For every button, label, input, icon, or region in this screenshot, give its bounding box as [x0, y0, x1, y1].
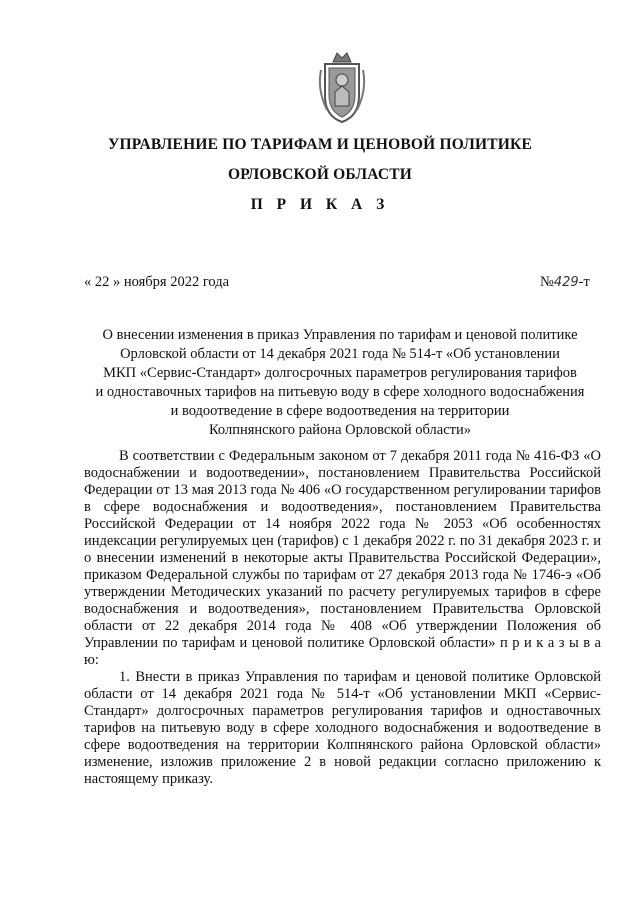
- organization-name-line1: УПРАВЛЕНИЕ ПО ТАРИФАМ И ЦЕНОВОЙ ПОЛИТИКЕ: [107, 136, 533, 153]
- title-line: Орловской области от 14 декабря 2021 года № 514-т «Об установлении: [120, 346, 560, 362]
- item-1-paragraph: 1. Внести в приказ Управления по тарифам и ценовой политике Орловской области от 14 декабря 2021 года № 514-т «Об установлении МКП «Сервис-Стандарт» долгосрочных параметров регулирования тарифов и одноставочных тарифов на питьевую воду в сфере холодного водоснабжения и водоотведение в сфере водоотведения на территории Колпнянского района Орловской области» изменение, изложив приложение 2 в новой редакции согласно приложению к настоящему приказу.: [84, 669, 601, 787]
- organization-name-line2: ОРЛОВСКОЙ ОБЛАСТИ: [227, 166, 413, 183]
- title-line: и одноставочных тарифов на питьевую воду в сфере холодного водоснабжения: [95, 384, 585, 400]
- document-number: [540, 274, 590, 291]
- title-line: и водоотведение в сфере водоотведения на территории: [170, 403, 510, 419]
- number-prefix: №: [540, 274, 554, 290]
- document-body: [84, 448, 601, 788]
- handwritten-number: 429: [553, 275, 579, 290]
- document-type: П Р И К А З: [250, 196, 390, 213]
- preamble-paragraph: В соответствии с Федеральным законом от 7 декабря 2011 года № 416-ФЗ «О водоснабжении и водоотведении», постановлением Правительства Российской Федерации от 13 мая 2013 года № 406 «О государственном регулировании тарифов в сфере водоснабжения и водоотведения», постановлением Правительства Российской Федерации от 14 ноября 2022 года № 2053 «Об особенностях индексации регулируемых цен (тарифов) с 1 декабря 2022 г. по 31 декабря 2023 г. и о внесении изменений в некоторые акты Правительства Российской Федерации», приказом Федеральной службы по тарифам от 27 декабря 2013 года № 1746-э «Об утверждении Методических указаний по расчету регулируемых тарифов в сфере водоснабжения и водоотведения», постановлением Правительства Орловской области от 22 декабря 2014 года № 408 «Об утверждении Положения об Управлении по тарифам и ценовой политике Орловской области» п р и к а з ы в а ю:: [84, 448, 601, 668]
- title-line: МКП «Сервис-Стандарт» долгосрочных параметров регулирования тарифов: [103, 365, 577, 381]
- title-line: О внесении изменения в приказ Управления по тарифам и ценовой политике: [102, 327, 578, 343]
- document-title: [80, 326, 600, 440]
- title-line: Колпнянского района Орловской области»: [208, 422, 472, 438]
- number-suffix: -т: [578, 274, 590, 290]
- coat-of-arms-emblem: [315, 50, 369, 124]
- document-date: « 22 » ноября 2022 года: [84, 274, 230, 290]
